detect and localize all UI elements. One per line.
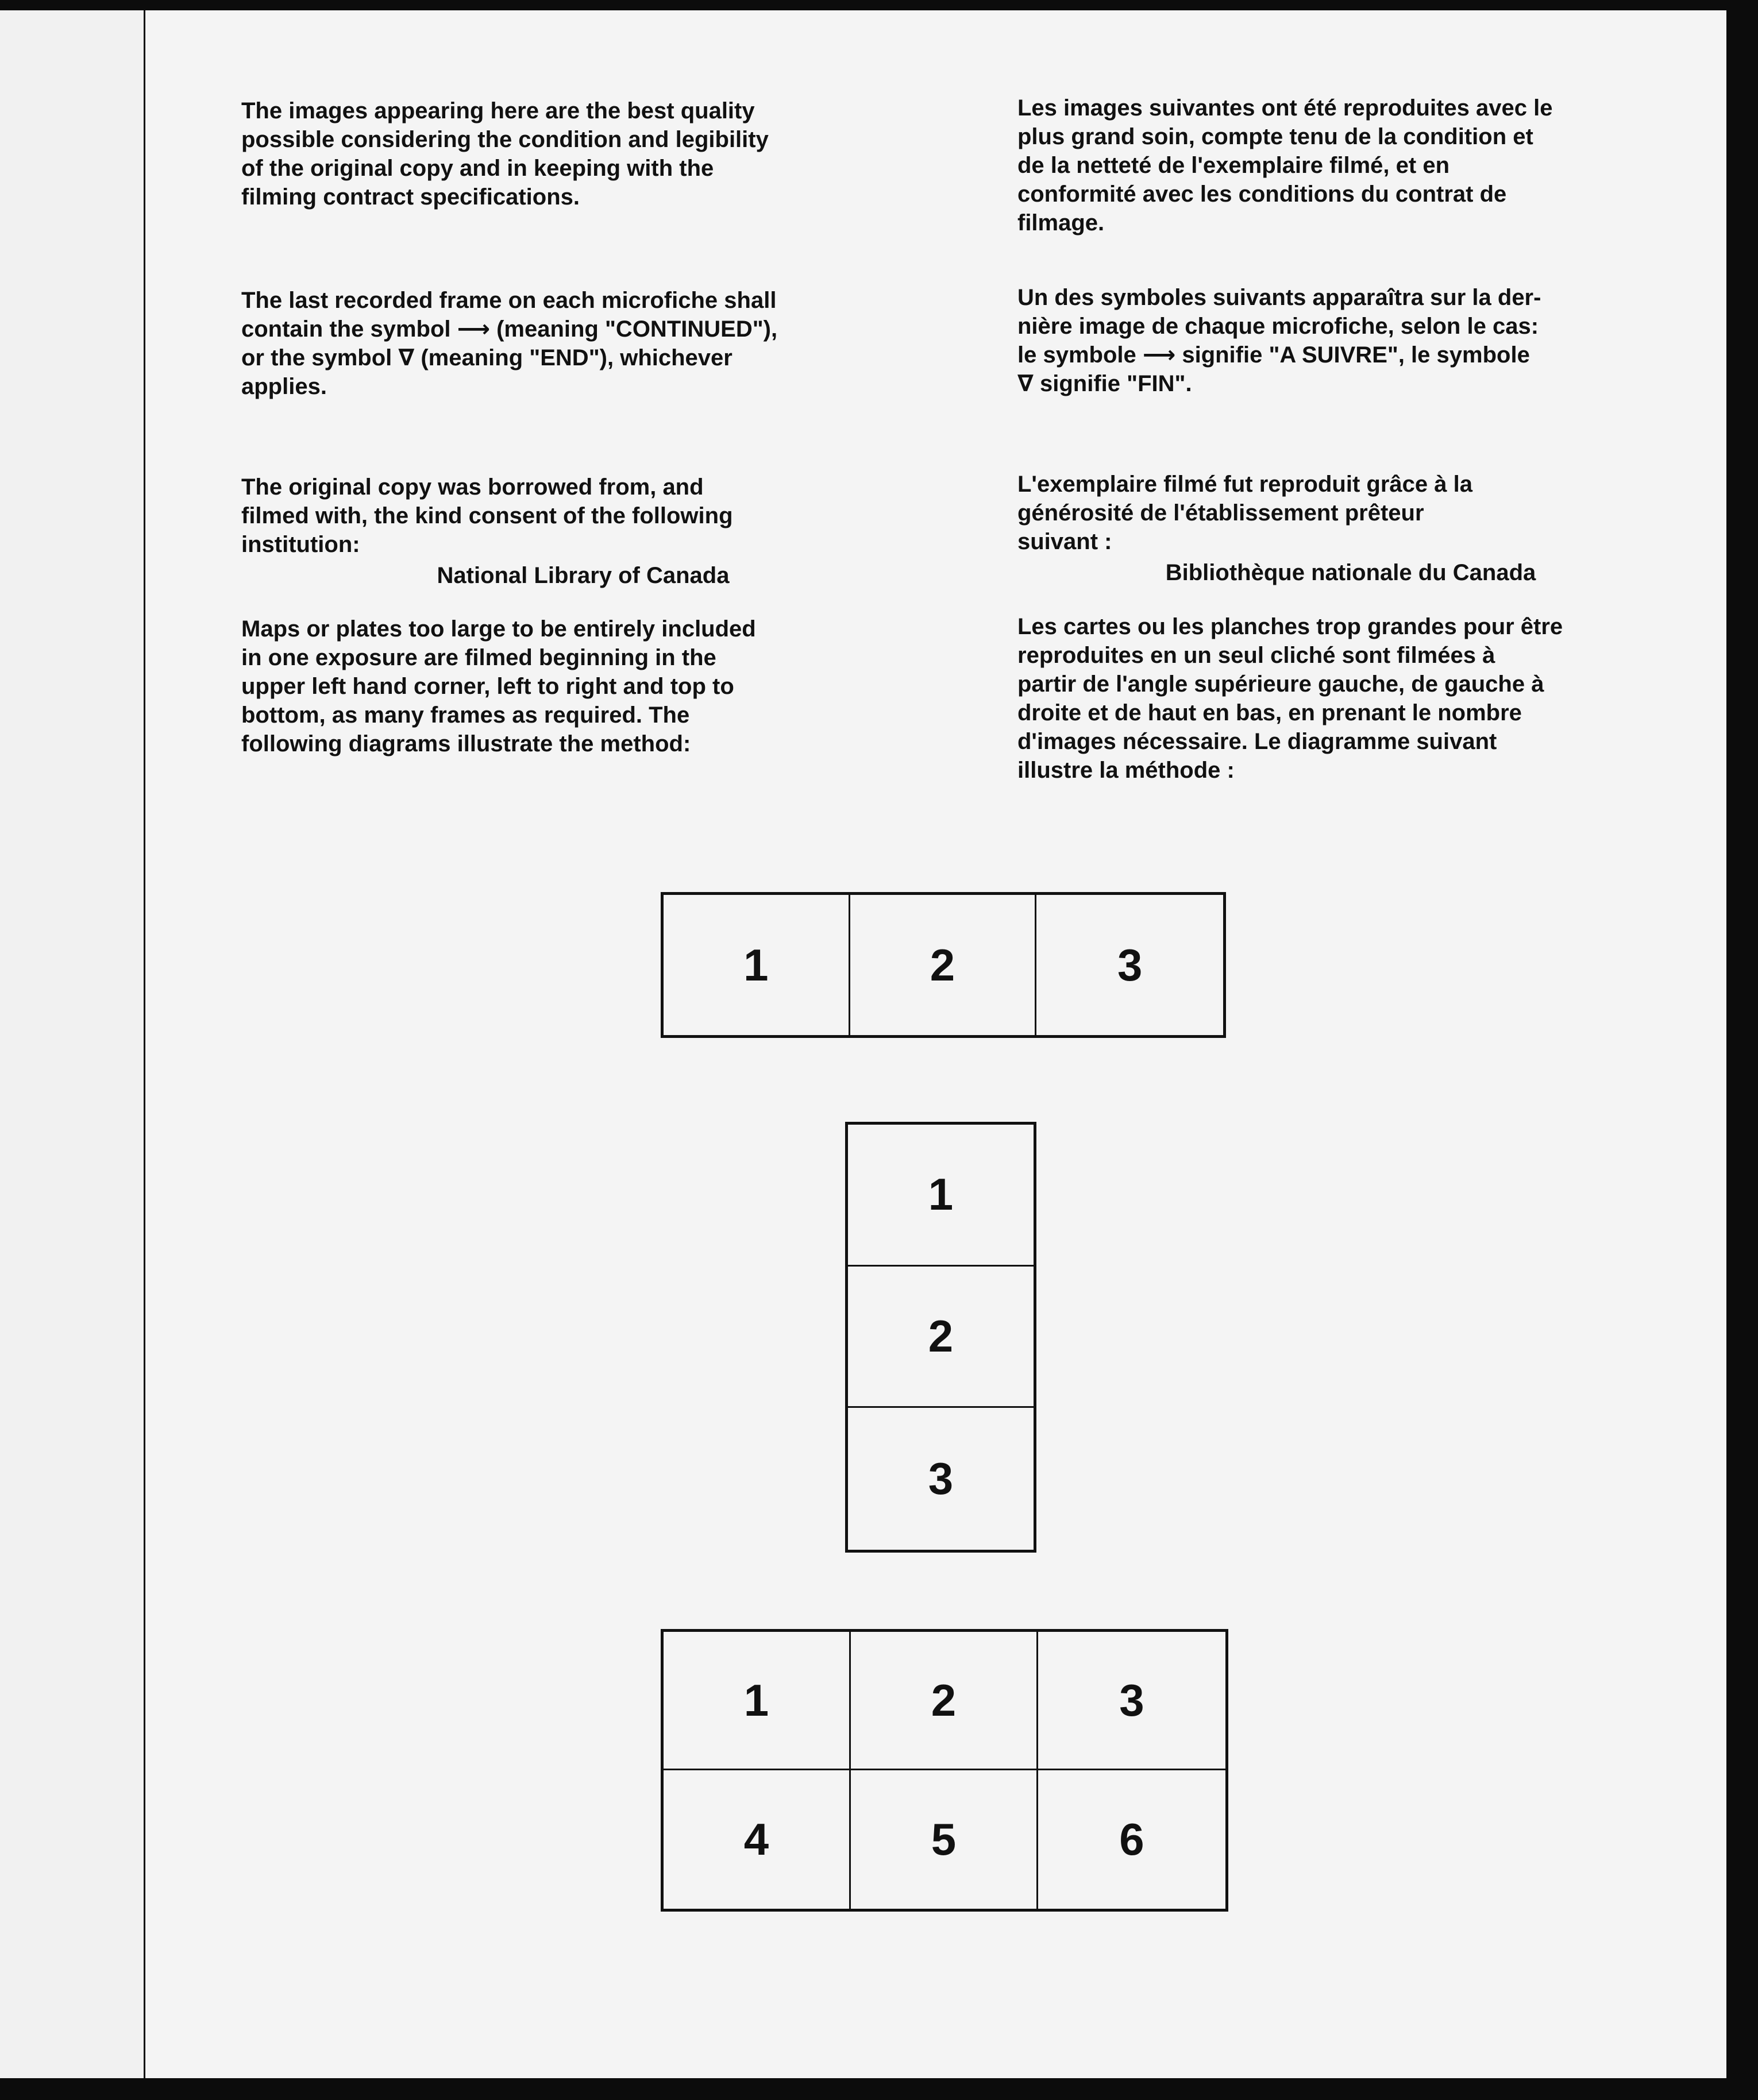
french-consent-notice: [1017, 441, 1684, 616]
frame-cell: 3: [1038, 1632, 1225, 1770]
french-symbol-notice: Un des symboles suivants apparaîtra sur la der- nière image de chaque microfiche, selon le cas: le symbole ⟶ signifie "A SUIVRE", le symbole ∇ signifie "FIN".: [1017, 285, 1541, 396]
microfiche-target-page: [145, 10, 1726, 2078]
frame-cell: 1: [848, 1125, 1034, 1267]
frame-cell: 2: [851, 1632, 1038, 1770]
french-consent-text: L'exemplaire filmé fut reproduit grâce à la générosité de l'établissement prêteur suivant :: [1017, 472, 1472, 554]
frame-cell: 3: [1117, 939, 1143, 990]
frame-cell: 1: [664, 895, 850, 1035]
french-institution-name: Bibliothèque nationale du Canada: [1165, 560, 1536, 585]
english-quality-notice: The images appearing here are the best quality possible considering the condition and legibility of the original copy and in keeping with the filming contract specifications.: [241, 98, 769, 210]
french-maps-notice: Les cartes ou les planches trop grandes pour être reproduites en un seul cliché sont filmées à partir de l'angle supérieure gauche, de gauche à droite et de haut en bas, en prenant le nombre d'images nécessaire. Le diagramme suivant illustre la méthode :: [1017, 614, 1563, 783]
french-quality-notice: Les images suivantes ont été reproduites avec le plus grand soin, compte tenu de la condition et de la netteté de l'exemplaire filmé, et en conformité avec les conditions du contrat de filmage.: [1017, 95, 1553, 236]
frame-cell: 3: [928, 1453, 954, 1504]
frame-cell: 1: [664, 1632, 851, 1770]
horizontal-frame-diagram: [661, 892, 1226, 1038]
frame-cell: 6: [1119, 1814, 1144, 1864]
frame-cell: 4: [664, 1770, 851, 1909]
left-margin-strip: [0, 10, 144, 2078]
english-symbol-notice: The last recorded frame on each microfiche shall contain the symbol ⟶ (meaning "CONTINUED"), or the symbol ∇ (meaning "END"), whichever applies.: [241, 288, 778, 399]
grid-frame-diagram: [661, 1629, 1228, 1912]
english-maps-notice: Maps or plates too large to be entirely included in one exposure are filmed beginning in the upper left hand corner, left to right and top to bottom, as many frames as required. The following diagrams illustrate the method:: [241, 616, 756, 756]
frame-cell: 2: [850, 895, 1037, 1035]
english-consent-text: The original copy was borrowed from, and filmed with, the kind consent of the following institution:: [241, 474, 733, 557]
frame-cell: 2: [848, 1267, 1034, 1408]
frame-cell: 5: [851, 1770, 1038, 1909]
english-institution-name: National Library of Canada: [437, 563, 730, 588]
english-consent-notice: [241, 444, 925, 619]
vertical-frame-diagram: [845, 1122, 1036, 1553]
